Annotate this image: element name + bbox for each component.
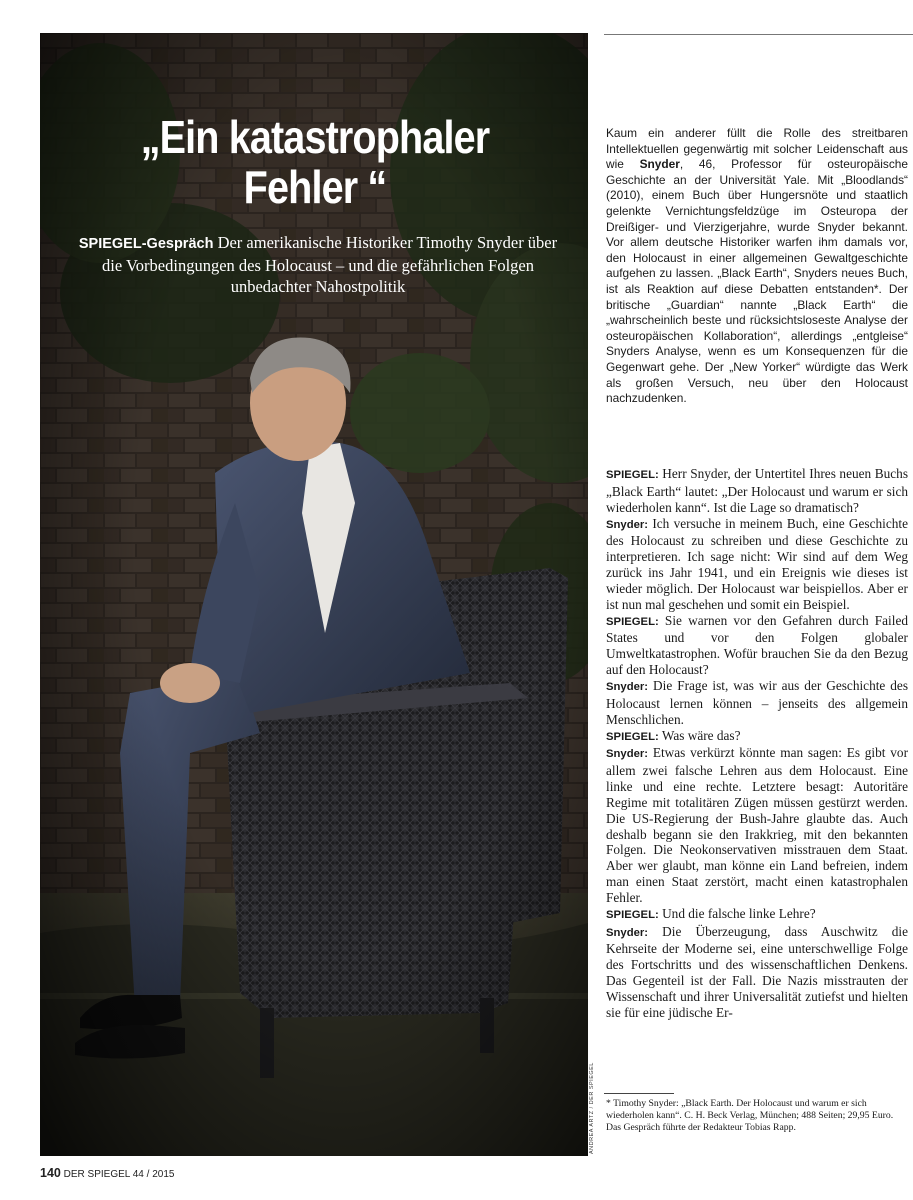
interview-turn [606, 613, 908, 678]
interview-body [606, 466, 908, 1021]
headline-line-1: „Ein katastrophaler [140, 111, 490, 163]
turn-text: Die Frage ist, was wir aus der Geschichte des Holocaust lernen können – jenseits des allgemein Menschlichen. [606, 677, 908, 727]
interview-turn [606, 906, 908, 924]
speaker-label: SPIEGEL: [606, 615, 659, 628]
headline-line-2: Fehler “ [243, 161, 387, 213]
turn-text: Ich versuche in meinem Buch, eine Geschichte des Holocaust zu schreiben und diese Geschichte zu interpretieren. Ich sage nicht: Wir sind auf dem Weg zurück ins Jahr 1941, und ein Ereignis wie dieses ist wieder möglich. Der Holocaust war beispiellos. Aber er ist nun mal geschehen und somit ein Beispiel. [606, 515, 908, 612]
interview-turn [606, 516, 908, 613]
issue-label: DER SPIEGEL 44 / 2015 [63, 1169, 175, 1180]
speaker-label: SPIEGEL: [606, 730, 659, 743]
turn-text: Sie warnen vor den Gefahren durch Failed States und vor den Folgen globaler Umweltkatastrophen. Wofür brauchen Sie da den Bezug auf den Holocaust? [606, 612, 909, 678]
turn-text: Und die falsche linke Lehre? [662, 905, 816, 921]
speaker-label: Snyder: [606, 926, 649, 939]
standfirst-lead: SPIEGEL-Gespräch [78, 236, 214, 252]
interview-turn [606, 728, 908, 746]
standfirst-text: Der amerikanische Historiker Timothy Snyder über die Vorbedingungen des Holocaust – und die gefährlichen Folgen unbedachter Nahostpolitik [102, 233, 558, 296]
turn-text: Die Überzeugung, dass Auschwitz die Kehrseite der Moderne sei, eine unterschwellige Folge des Fortschritts und des wissenschaftlichen Denkens. Das Gegenteil ist der Fall. Die Nazis misstrauten der Wissenschaft und ihrer Universalität zutiefst und hielten sie für eine jüdische Er- [606, 923, 908, 1020]
speaker-label: Snyder: [606, 518, 649, 531]
intro-before: Kaum ein anderer füllt die Rolle des streitbaren Intellektuellen gegenwärtig mit solcher Leidenschaft aus wie [606, 126, 908, 172]
interview-turn [606, 924, 908, 1021]
interview-turn [606, 678, 908, 728]
interview-turn [606, 745, 908, 905]
headline [96, 112, 535, 212]
speaker-label: SPIEGEL: [606, 908, 659, 921]
turn-text: Herr Snyder, der Untertitel Ihres neuen Buchs „Black Earth“ lautet: „Der Holocaust und warum er sich wiederholen kann“. Ist die Lage so dramatisch? [606, 466, 908, 515]
footnote-rule [604, 1093, 674, 1094]
folio [40, 1166, 174, 1180]
top-rule [604, 34, 913, 35]
page-number: 140 [40, 1166, 61, 1180]
speaker-label: Snyder: [606, 748, 649, 761]
turn-text: Etwas verkürzt könnte man sagen: Es gibt vor allem zwei falsche Lehren aus dem Holocaust. Eine linke und eine rechte. Letztere besagt: Autoritäre Regime mit totalitären Zügen müssen gestürzt werden. Die US-Regierung der Bush-Jahre glaubte das. Auch deshalb begann sie den Irakkrieg, mit den bekannten Folgen. Die Neokonservativen misstrauen dem Staat. Aber wer glaubt, man könne ein Land befreien, indem man einen Staat zerstört, macht einen katastrophalen Fehler. [606, 745, 908, 905]
turn-text: Was wäre das? [661, 727, 741, 743]
interview-turn [606, 466, 908, 516]
standfirst [68, 232, 568, 297]
footnote [606, 1098, 908, 1134]
photo-credit: ANDREA ARTZ / DER SPIEGEL [589, 1062, 595, 1154]
intro-name: Snyder [639, 157, 680, 172]
intro-paragraph [606, 126, 908, 407]
speaker-label: SPIEGEL: [606, 469, 659, 481]
footnote-editor: Das Gespräch führte der Redakteur Tobias Rapp. [606, 1122, 796, 1134]
intro-after: , 46, Professor für osteuropäische Geschichte an der Universität Yale. Mit „Bloodlands“ (2010), einem Buch über Hungersnöte und staatlich gelenkte Vernichtungsfeldzüge im Osteuropa der Dreißiger- und Vierzigerjahre, wurde Snyder bekannt. Vor allem deutsche Historiker warfen ihm damals vor, den Holocaust in einer allgemeinen Gewaltgeschichte aufgehen zu lassen. „Black Earth“, Snyders neues Buch, ist als Reaktion auf diese Debatten entstanden*. Der britische „Guardian“ nannte „Black Earth“ die „wahrscheinlich beste und rücksichtsloseste Analyse der osteuropäischen Kollaboration“, allerdings „entgleise“ Snyders Analyse, wenn es um Konsequenzen für die Gegenwart gehe. Der „New Yorker“ würdigte das Werk als großen Versuch, neu über den Holocaust nachzudenken. [606, 157, 909, 406]
speaker-label: Snyder: [606, 680, 649, 693]
footnote-book: * Timothy Snyder: „Black Earth. Der Holocaust und warum er sich wiederholen kann“. C. H. Beck Verlag, München; 488 Seiten; 29,95 Euro. [606, 1098, 894, 1122]
